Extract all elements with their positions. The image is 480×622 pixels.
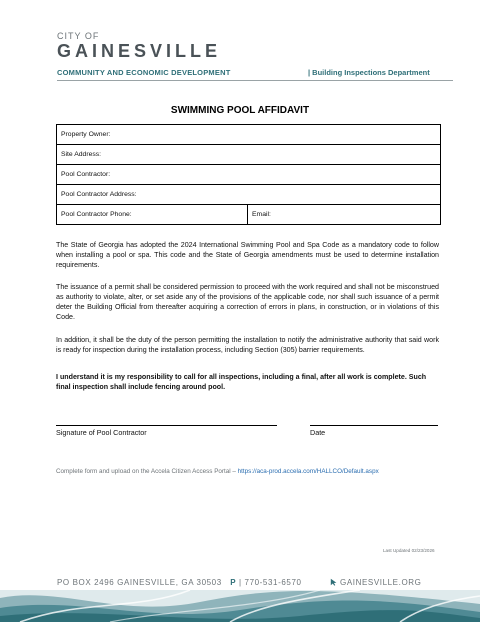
- last-updated-date: Last Updated 02/23/2026: [383, 548, 435, 553]
- site-address-field[interactable]: [57, 145, 440, 165]
- pool-contractor-address-field[interactable]: [57, 185, 440, 205]
- upload-instructions: [56, 468, 379, 475]
- website-text: GAINESVILLE.ORG: [340, 578, 422, 587]
- phone-label: P: [230, 578, 237, 587]
- date-label: Date: [310, 428, 326, 437]
- city-name-logo: GAINESVILLE: [57, 41, 222, 61]
- pool-contractor-label: Pool Contractor:: [61, 171, 111, 178]
- email-label[interactable]: Email:: [252, 211, 271, 218]
- division-name: | Building Inspections Department: [308, 68, 430, 77]
- pool-contractor-phone-label[interactable]: Pool Contractor Phone:: [61, 211, 132, 218]
- signature-line[interactable]: [56, 425, 277, 426]
- city-of-label: CITY OF: [57, 31, 100, 41]
- footer-phone: | 770-531-6570: [239, 578, 302, 587]
- date-line[interactable]: [310, 425, 438, 426]
- affidavit-form: [56, 124, 441, 225]
- signature-label: Signature of Pool Contractor: [56, 428, 147, 437]
- cell-divider: [247, 205, 248, 224]
- property-owner-label: Property Owner:: [61, 131, 111, 138]
- upload-text: Complete form and upload on the Accela Citizen Access Portal –: [56, 468, 238, 475]
- page-title: SWIMMING POOL AFFIDAVIT: [170, 105, 310, 116]
- footer-website[interactable]: [330, 578, 421, 587]
- pool-contractor-field[interactable]: [57, 165, 440, 185]
- footer-contact: [57, 578, 302, 587]
- site-address-label: Site Address:: [61, 151, 102, 158]
- decorative-wave-band: [0, 590, 480, 622]
- pool-contractor-address-label: Pool Contractor Address:: [61, 191, 137, 198]
- permit-issuance-paragraph: The issuance of a permit shall be considered permission to proceed with the work required and shall not be misconstrued as authority to violate, alter, or set aside any of the provisions of the applicable code, nor shall such issuance of a permit deter the Building Official from thereafter acquiring a correction of errors in plans, in construction, or in violations of this Code.: [56, 283, 439, 322]
- code-adoption-paragraph: The State of Georgia has adopted the 2024 International Swimming Pool and Spa Code as a mandatory code to follow when installing a pool or spa. This code and the State of Georgia amendments must be used to determine installation requirements.: [56, 241, 439, 270]
- contact-row: [57, 205, 440, 224]
- responsibility-statement: I understand it is my responsibility to call for all inspections, including a final, after all work is complete. Such final inspection shall include fencing around pool.: [56, 373, 427, 392]
- inspection-duty-paragraph: In addition, it shall be the duty of the person permitting the installation to notify the administrative authority that said work is ready for inspection during the installation process, including Section (305) barrier requirements.: [56, 336, 439, 355]
- department-name: COMMUNITY AND ECONOMIC DEVELOPMENT: [57, 68, 231, 77]
- property-owner-field[interactable]: [57, 125, 440, 145]
- cursor-icon: [330, 578, 338, 586]
- accela-portal-link[interactable]: https://aca-prod.accela.com/HALLCO/Default.aspx: [237, 468, 379, 475]
- footer-address: PO BOX 2496 GAINESVILLE, GA 30503: [57, 578, 222, 587]
- header-divider: [57, 80, 453, 81]
